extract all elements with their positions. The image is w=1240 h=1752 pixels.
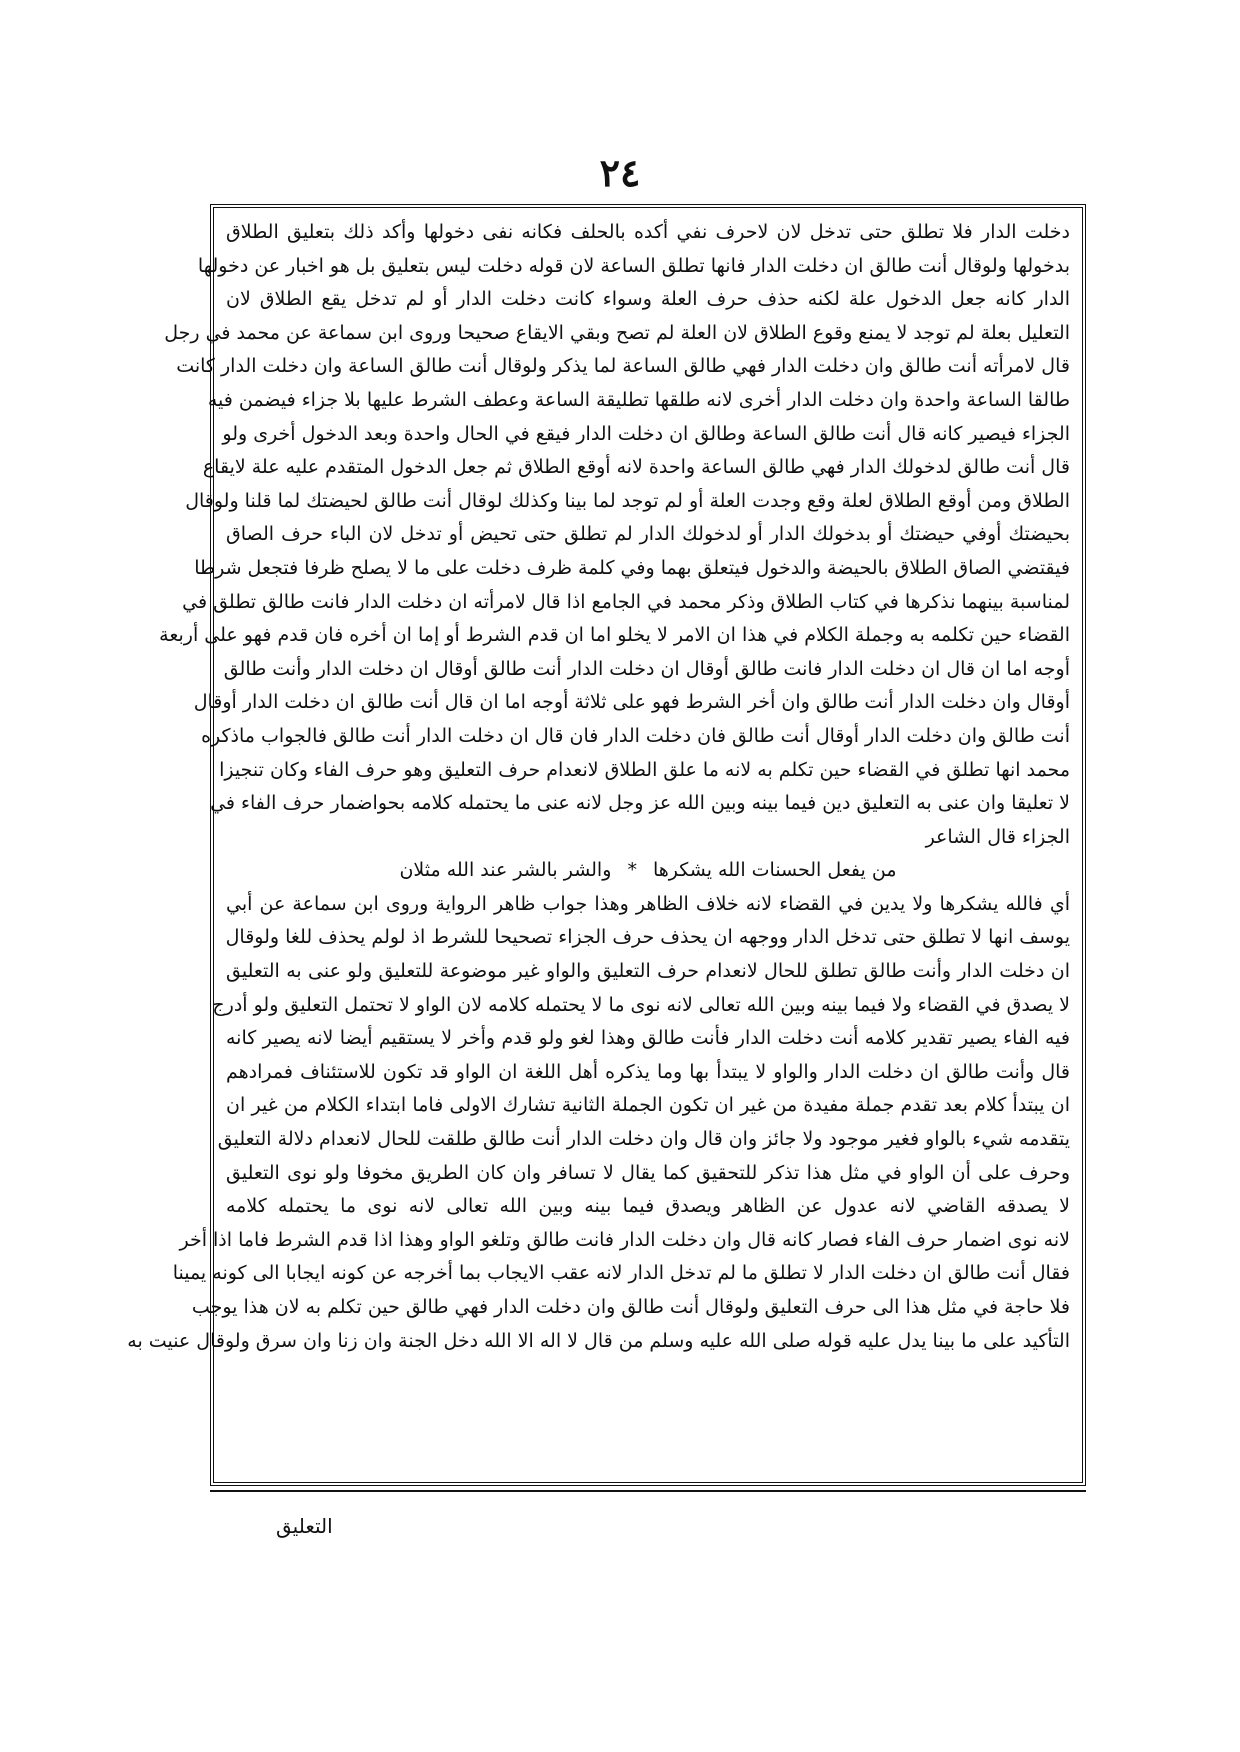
text-line: فلا حاجة في مثل هذا الى حرف التعليق ولوقال أنت طالق وان دخلت الدار فهي طالق حين تكلم به لان هذا يوجب [191, 1296, 1070, 1318]
text-line: الجزاء فيصير كانه قال أنت طالق الساعة وطالق ان دخلت الدار فيقع في الحال واحدة وبعد الدخول أخرى ولو [222, 422, 1070, 445]
text-line: قال لامرأته أنت طالق وان دخلت الدار فهي طالق الساعة لما يذكر ولوقال أنت طالق الساعة وان دخلت الدار كانت [176, 355, 1070, 378]
text-line: طالقا الساعة واحدة وان دخلت الدار أخرى لانه طلقها تطليقة الساعة وعطف الشرط عليها بلا جزاء فيضمن فيه [207, 388, 1070, 411]
text-line: لا يصدق في القضاء ولا فيما بينه وبين الله تعالى لانه نوى ما لا يحتمله كلامه لان الواو لا تحتمل التعليق ولو أدرج [212, 993, 1070, 1016]
verse-second-hemistich: والشر بالشر عند الله مثلان [399, 859, 612, 882]
text-line: محمد انها تطلق في القضاء حين تكلم به لانه ما علق الطلاق لانعدام حرف التعليق وهو حرف الفاء وكان تنجيزا [219, 758, 1070, 781]
text-line: لا يصدقه القاضي لانه عدول عن الظاهر ويصدق فيما بينه وبين الله تعالى لانه نوى ما يحتمله كلامه [226, 1195, 1070, 1218]
text-line: فقال أنت طالق ان دخلت الدار لا تطلق ما لم تدخل الدار لانه عقب الايجاب بما أخرجه عن كونه ايجابا الى كونه يمينا [172, 1262, 1070, 1285]
text-line: الطلاق ومن أوقع الطلاق لعلة وقع وجدت العلة أو لم توجد لما بينا وكذلك لوقال أنت طالق لحيضتك لما قلنا ولوقال [185, 489, 1070, 512]
text-line: دخلت الدار فلا تطلق حتى تدخل لان لاحرف نفي أكده بالحلف فكانه نفى دخولها وأكد ذلك بتعليق الطلاق [226, 221, 1070, 243]
text-line: قال وأنت طالق ان دخلت الدار والواو لا يبتدأ بها وما يذكره أهل اللغة ان الواو قد تكون للاستئناف فمرادهم [226, 1060, 1070, 1083]
frame-bottom-rule [210, 1490, 1086, 1492]
main-text-block [127, 216, 1070, 1358]
text-line: يتقدمه شيء بالواو فغير موجود ولا جائز وان قال وان دخلت الدار أنت طالق طلقت للحال لانعدام دلالة التعليق [217, 1128, 1070, 1151]
text-line: لمناسبة بينهما نذكرها في كتاب الطلاق وذكر محمد في الجامع اذا قال لامرأته ان دخلت الدار فانت طالق تطلق في [182, 590, 1070, 613]
text-line: التعليل بعلة لم توجد لا يمنع وقوع الطلاق لان العلة لم تصح وبقي الايقاع صحيحا وروى ابن سماعة عن محمد في رجل [164, 321, 1070, 344]
text-line: بحيضتك أوفي حيضتك أو بدخولك الدار أو لدخولك الدار لم تطلق حتى تحيض أو تدخل لان الباء حرف الصاق [226, 523, 1070, 546]
text-line: فيه الفاء يصير تقدير كلامه أنت دخلت الدار فأنت طالق وهذا لغو ولو قدم وأخر لا يستقيم أيضا لانه يصير كانه [226, 1027, 1070, 1050]
text-line: وحرف على أن الواو في مثل هذا تذكر للتحقيق كما يقال لا تسافر وان كان الطريق مخوفا ولو نوى التعليق [226, 1161, 1070, 1184]
text-line: بدخولها ولوقال أنت طالق ان دخلت الدار فانها تطلق الساعة لان قوله دخلت ليس بتعليق بل هو اخبار عن دخولها [197, 254, 1070, 277]
text-line: أوقال وان دخلت الدار أنت طالق وان أخر الشرط فهو على ثلاثة أوجه اما ان قال أنت طالق ان دخلت الدار أوقال [193, 691, 1070, 714]
text-line: التأكيد على ما بينا يدل عليه قوله صلى الله عليه وسلم من قال لا اله الا الله دخل الجنة وان زنا وان سرق ولوقال عنيت به [127, 1329, 1070, 1352]
text-line-last: الجزاء قال الشاعر [925, 825, 1070, 848]
text-line: أي فالله يشكرها ولا يدين في القضاء لانه خلاف الظاهر وهذا جواب ظاهر الرواية وروى ابن سماعة عن أبي [226, 892, 1070, 915]
poetry-verse [226, 854, 1070, 888]
text-line: ان يبتدأ كلام بعد تقدم جملة مفيدة من غير ان تكون الجملة الثانية تشارك الاولى فاما ابتداء الكلام من غير ان [226, 1094, 1070, 1117]
verse-separator-star: * [627, 859, 637, 882]
text-line: لانه نوى اضمار حرف الفاء فصار كانه قال وان دخلت الدار فانت طالق وتلغو الواو وهذا اذا قدم الشرط فاما اذا أخر [179, 1228, 1070, 1251]
text-line: فيقتضي الصاق الطلاق بالحيضة والدخول فيتعلق بهما وفي كلمة ظرف دخلت على ما لا يصلح ظرفا فتجعل شرطا [194, 556, 1070, 579]
text-line: قال أنت طالق لدخولك الدار فهي طالق الساعة واحدة لانه أوقع الطلاق ثم جعل الدخول المتقدم عليه علة لايقاع [202, 456, 1070, 479]
text-line: أوجه اما ان قال ان دخلت الدار فانت طالق أوقال ان دخلت الدار أنت طالق أوقال ان دخلت الدار وأنت طالق [223, 657, 1070, 680]
text-line: ان دخلت الدار وأنت طالق تطلق للحال لانعدام حرف التعليق والواو غير موضوعة للتعليق ولو عنى به التعليق [226, 960, 1070, 983]
text-line: القضاء حين تكلمه به وجملة الكلام في هذا ان الامر لا يخلو اما ان قدم الشرط أو إما ان أخره فان قدم فهو على أربعة [159, 624, 1070, 647]
text-line: يوسف انها لا تطلق حتى تدخل الدار ووجهه ان يحذف حرف الجزاء تصحيحا للشرط اذ لولم يحذف للغا ولوقال [225, 926, 1070, 949]
catchword: التعليق [276, 1514, 333, 1538]
text-line: لا تعليقا وان عنى به التعليق دين فيما بينه وبين الله عز وجل لانه عنى ما يحتمله كلامه بحواضمار حرف الفاء في [210, 792, 1070, 815]
page-number: ٢٤ [599, 150, 641, 195]
verse-first-hemistich: من يفعل الحسنات الله يشكرها [653, 859, 897, 882]
text-line: الدار كانه جعل الدخول علة لكنه حذف حرف العلة وسواء كانت دخلت الدار أو لم تدخل يقع الطلاق لان [226, 288, 1070, 311]
text-line: أنت طالق وان دخلت الدار أوقال أنت طالق فان دخلت الدار فان قال ان دخلت الدار أنت طالق فالجواب ماذكره [201, 724, 1070, 747]
